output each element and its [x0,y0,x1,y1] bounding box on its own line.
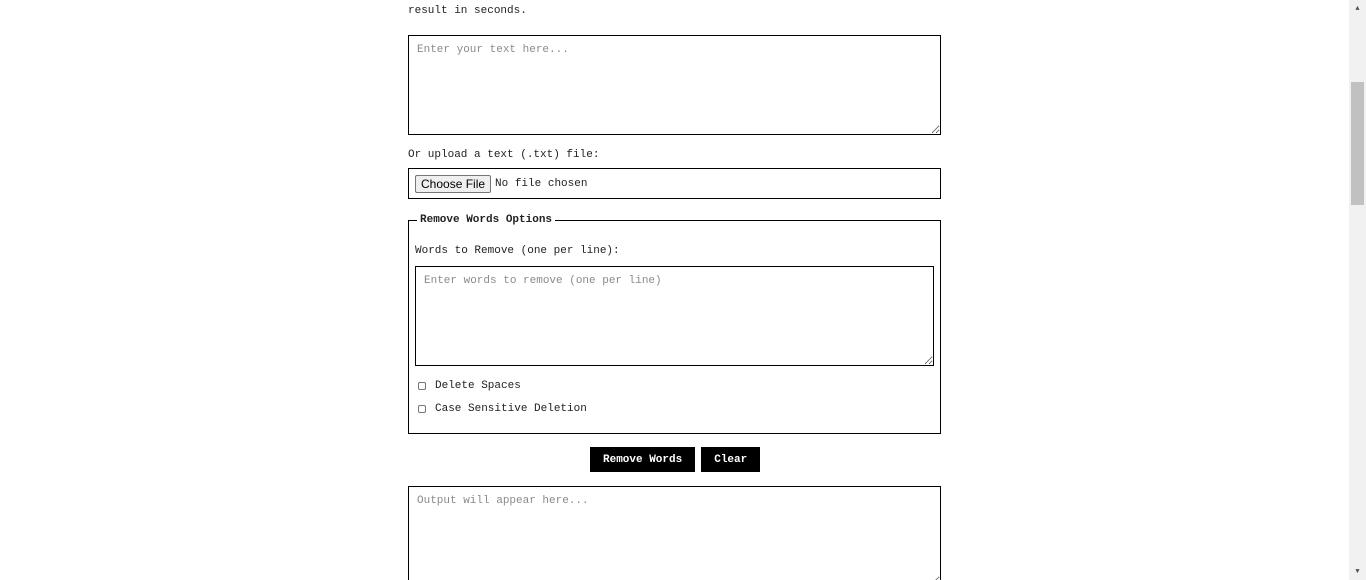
choose-file-button[interactable]: Choose File [415,175,491,193]
action-buttons [590,447,760,472]
upload-label: Or upload a text (.txt) file: [408,149,600,161]
case-sensitive-label: Case Sensitive Deletion [435,403,587,415]
intro-text [408,0,941,20]
file-status: No file chosen [495,177,588,190]
words-to-remove-label: Words to Remove (one per line): [415,245,620,257]
clear-button[interactable]: Clear [701,447,760,472]
words-to-remove-textarea[interactable] [415,266,934,366]
case-sensitive-option[interactable] [418,403,587,415]
file-upload-box [408,168,941,199]
intro-line-2: result in seconds. [408,5,527,17]
remove-words-tool [408,0,941,466]
scroll-up-icon[interactable]: ▲ [1355,4,1360,13]
scroll-down-icon[interactable]: ▼ [1355,567,1360,576]
page-scrollbar[interactable] [1349,0,1366,580]
remove-words-options [408,214,941,434]
remove-words-button[interactable]: Remove Words [590,447,695,472]
delete-spaces-option[interactable] [418,380,521,392]
delete-spaces-checkbox[interactable] [418,382,426,390]
delete-spaces-label: Delete Spaces [435,380,521,392]
scrollbar-thumb[interactable] [1351,82,1364,205]
case-sensitive-checkbox[interactable] [418,405,426,413]
options-legend: Remove Words Options [417,214,555,226]
output-textarea[interactable] [408,486,941,580]
input-textarea[interactable] [408,35,941,135]
